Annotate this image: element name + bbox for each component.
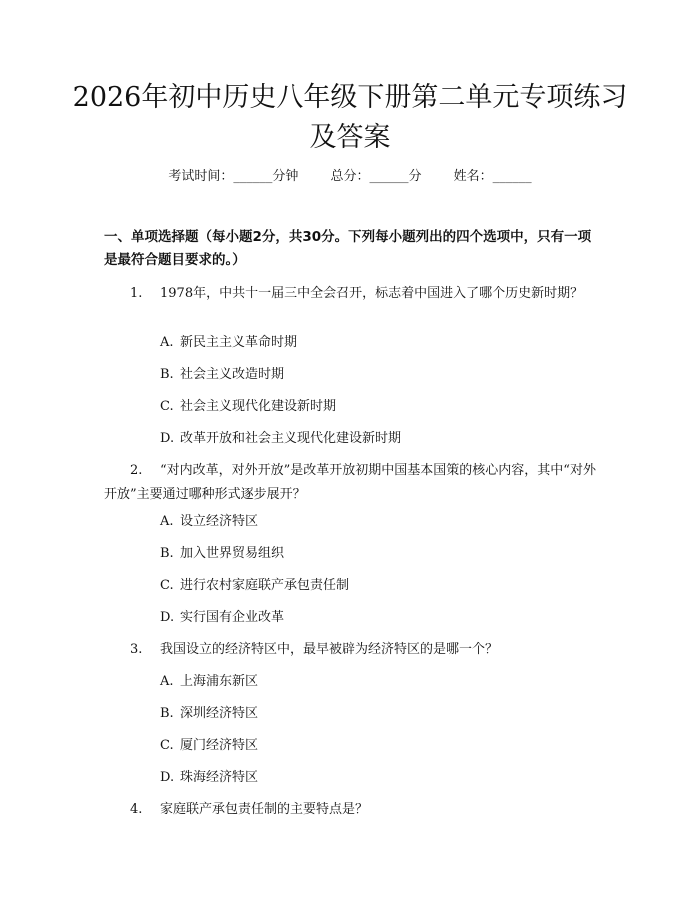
document-title: 2026年初中历史八年级下册第二单元专项练习及答案 — [72, 82, 628, 153]
exam-time-field: 考试时间：______分钟 — [168, 169, 299, 184]
option-text: 新民主主义革命时期 — [180, 335, 298, 350]
question-1-option-a — [160, 334, 297, 352]
option-letter: A. — [160, 514, 174, 529]
option-letter: A. — [160, 674, 174, 689]
option-letter: D. — [160, 431, 175, 446]
option-letter: B. — [160, 546, 174, 561]
section-heading: 一、单项选择题（每小题2分，共30分。下列每小题列出的四个选项中，只有一项是最符合题目要求的。） — [104, 229, 592, 268]
question-3-option-c — [160, 737, 258, 755]
question-4-stem — [104, 798, 604, 822]
option-letter: B. — [160, 367, 174, 382]
question-text: 1978年，中共十一届三中全会召开，标志着中国进入了哪个历史新时期？ — [160, 286, 584, 301]
question-3-option-a — [160, 673, 258, 691]
option-letter: D. — [160, 610, 175, 625]
option-letter: A. — [160, 335, 174, 350]
question-2-option-a — [160, 513, 258, 531]
option-text: 厦门经济特区 — [180, 738, 259, 753]
question-1-option-d — [160, 430, 401, 448]
total-score-field: 总分：______分 — [330, 169, 422, 184]
question-3-stem — [104, 638, 604, 662]
question-2-stem — [104, 459, 604, 507]
option-text: 上海浦东新区 — [180, 674, 259, 689]
option-text: 社会主义改造时期 — [180, 367, 285, 382]
question-number: 3. — [130, 642, 143, 657]
option-text: 珠海经济特区 — [180, 770, 259, 785]
question-2-option-b — [160, 545, 284, 563]
option-text: 进行农村家庭联产承包责任制 — [180, 578, 350, 593]
question-1-option-b — [160, 366, 284, 384]
option-letter: B. — [160, 706, 174, 721]
question-number: 4. — [130, 802, 143, 817]
question-3-option-d — [160, 769, 258, 787]
option-text: 实行国有企业改革 — [180, 610, 285, 625]
question-text: “对内改革，对外开放”是改革开放初期中国基本国策的核心内容，其中“对外开放”主要通过哪种形式逐步展开？ — [104, 463, 596, 502]
question-1-stem — [104, 282, 604, 306]
question-text: 我国设立的经济特区中，最早被辟为经济特区的是哪一个？ — [160, 642, 499, 657]
question-number: 2. — [130, 463, 143, 478]
option-letter: C. — [160, 399, 174, 414]
question-2-option-c — [160, 577, 349, 595]
option-text: 深圳经济特区 — [180, 706, 259, 721]
option-text: 设立经济特区 — [180, 514, 259, 529]
exam-info — [0, 168, 700, 186]
question-1-option-c — [160, 398, 336, 416]
question-text: 家庭联产承包责任制的主要特点是？ — [160, 802, 369, 817]
option-text: 改革开放和社会主义现代化建设新时期 — [180, 431, 402, 446]
option-letter: C. — [160, 738, 174, 753]
question-number: 1. — [130, 286, 143, 301]
option-letter: D. — [160, 770, 175, 785]
option-text: 社会主义现代化建设新时期 — [180, 399, 337, 414]
option-text: 加入世界贸易组织 — [180, 546, 285, 561]
question-2-option-d — [160, 609, 284, 627]
student-name-field: 姓名：______ — [453, 169, 532, 184]
question-3-option-b — [160, 705, 258, 723]
option-letter: C. — [160, 578, 174, 593]
